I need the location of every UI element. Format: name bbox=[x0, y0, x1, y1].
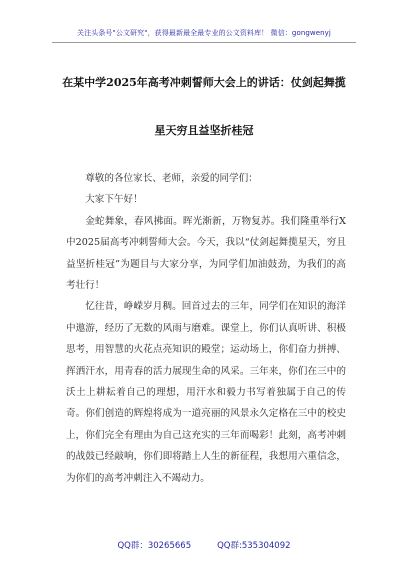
header-banner: 关注头条号"公文研究"，获得最新最全最专业的公文资料库！ 微信：gongwenyj bbox=[77, 29, 331, 37]
greeting: 大家下午好！ bbox=[85, 194, 143, 206]
footer-qq-group-2: QQ群:535304092 bbox=[217, 541, 291, 551]
footer-qq-group-1: QQ群：30265665 bbox=[117, 541, 192, 551]
document-title-line-1: 在某中学2025年高考冲刺誓师大会上的讲话：仗剑起舞揽 bbox=[62, 76, 346, 89]
footer bbox=[0, 539, 408, 551]
body-paragraph: 金蛇舞象，春风拂面。晖光渐新，万物复苏。我们隆重举行X中2025届高考冲刺誓师大会。今天，我以“仗剑起舞揽星天，穷且益坚折桂冠”为题目与大家分享，为同学们加油鼓劲，为我们的高考壮行！ bbox=[66, 215, 346, 292]
salutation: 尊敬的各位家长、老师，亲爱的同学们： bbox=[85, 173, 258, 184]
body-paragraph: 忆往昔，峥嵘岁月稠。回首过去的三年，同学们在知识的海洋中遨游，经历了无数的风雨与磨难。课堂上，你们认真听讲、积极思考，用智慧的火花点亮知识的殿堂；运动场上，你们奋力拼搏、挥洒汗水，用青春的活力展现生命的风采。三年来，你们在三中的沃土上耕耘着自己的理想，用汗水和毅力书写着独属于自己的传奇。你们创造的辉煌将成为一道亮丽的风景永久定格在三中的校史上，你们完全有理由为自己这充实的三年而喝彩！此刻，高考冲刺的战鼓已经敲响，你们即将踏上人生的新征程，我想用六重信念，为你们的高考冲刺注入不竭动力。 bbox=[66, 301, 346, 484]
document-title-line-2: 星天穷且益坚折桂冠 bbox=[154, 124, 254, 137]
document-body bbox=[66, 168, 346, 489]
header-divider bbox=[52, 42, 356, 43]
